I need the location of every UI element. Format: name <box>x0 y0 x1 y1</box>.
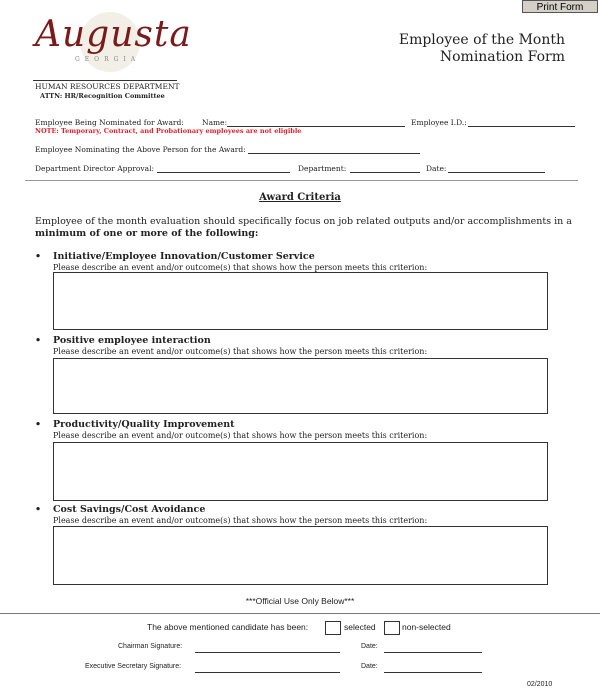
name-label: Name: <box>202 118 228 127</box>
employee-id-label: Employee I.D.: <box>411 118 467 127</box>
criterion-2-textarea[interactable] <box>53 358 548 414</box>
director-label: Department Director Approval: <box>35 164 154 173</box>
selected-checkbox[interactable] <box>325 621 341 635</box>
selected-label: selected <box>344 622 376 632</box>
official-divider <box>0 613 600 614</box>
secretary-label: Executive Secretary Signature: <box>85 663 182 670</box>
nominee-label: Employee Being Nominated for Award: <box>35 118 184 127</box>
non-selected-label: non-selected <box>402 622 451 632</box>
award-criteria-heading: Award Criteria <box>259 192 341 203</box>
divider <box>25 180 578 181</box>
chairman-label: Chairman Signature: <box>118 643 183 650</box>
chairman-date-field[interactable] <box>384 652 482 653</box>
form-title: Employee of the Month Nomination Form <box>398 32 565 65</box>
criterion-1-textarea[interactable] <box>53 272 548 330</box>
employee-id-field[interactable] <box>468 126 575 127</box>
director-field[interactable] <box>157 172 290 173</box>
nominator-field[interactable] <box>248 153 420 154</box>
criterion-4-textarea[interactable] <box>53 526 548 585</box>
department-field[interactable] <box>350 172 420 173</box>
hr-department: HUMAN RESOURCES DEPARTMENT <box>35 82 180 91</box>
date-label: Date: <box>426 164 447 173</box>
secretary-date-label: Date: <box>361 663 378 670</box>
attn-line: ATTN: HR/Recognition Committee <box>40 92 165 100</box>
date-field[interactable] <box>448 172 545 173</box>
form-version: 02/2010 <box>527 681 553 688</box>
criteria-intro: Employee of the month evaluation should specifically focus on job related outputs and/or accomplishments in a minimum of one or more of the following: <box>35 216 572 239</box>
criterion-3-textarea[interactable] <box>53 442 548 501</box>
chairman-signature-field[interactable] <box>195 652 340 653</box>
chairman-date-label: Date: <box>361 643 378 650</box>
nominator-label: Employee Nominating the Above Person for the Award: <box>35 145 246 154</box>
candidate-label: The above mentioned candidate has been: <box>147 622 309 632</box>
secretary-signature-field[interactable] <box>195 672 340 673</box>
department-label: Department: <box>298 164 347 173</box>
secretary-date-field[interactable] <box>384 672 482 673</box>
eligibility-note: NOTE: Temporary, Contract, and Probationary employees are not eligible <box>35 127 302 135</box>
non-selected-checkbox[interactable] <box>384 621 400 635</box>
print-form-button[interactable]: Print Form <box>522 0 598 13</box>
official-use-heading: ***Official Use Only Below*** <box>245 596 355 606</box>
